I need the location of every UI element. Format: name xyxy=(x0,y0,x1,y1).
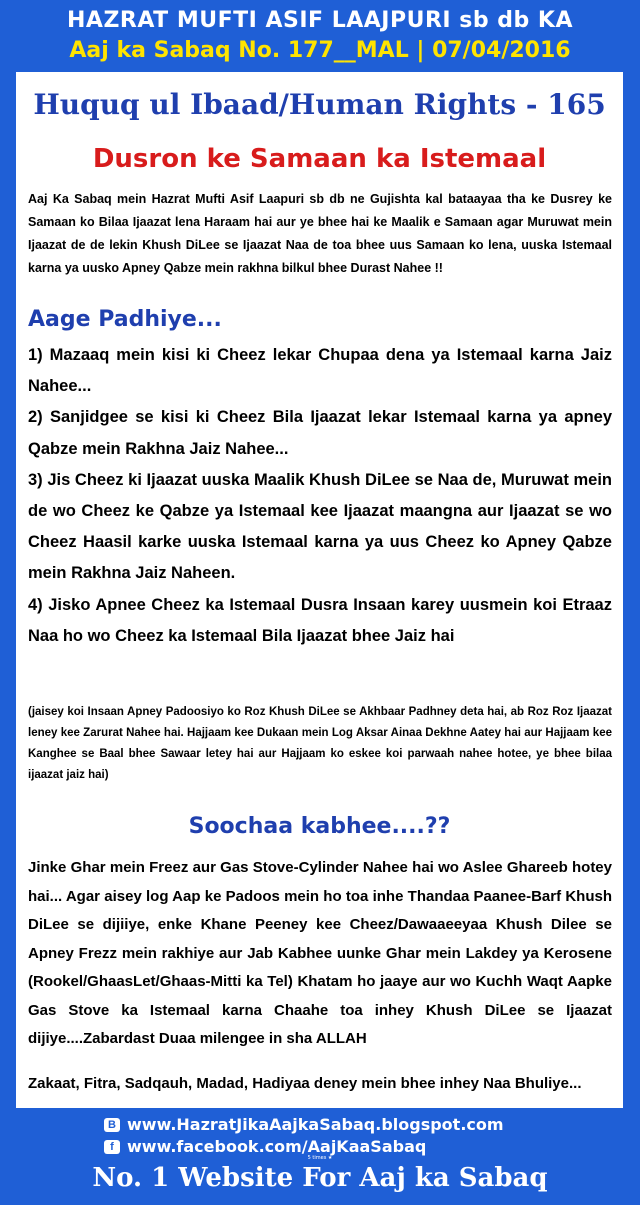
intro-paragraph: Aaj Ka Sabaq mein Hazrat Mufti Asif Laapuri sb db ne Gujishta kal bataayaa tha ke Dusrey ke Samaan ko Bilaa Ijaazat lena Haraam hai aur ye bhee hai ke Maalik e Samaan agar Muruwat mein Ijaazat de de lekin Khush DiLee se Ijaazat Naa de toa bhee uus Samaan ko lena, uuska Istemaal karna ya uusko Apney Qabze mein rakhna bilkul bhee Durast Nahee !! xyxy=(28,192,612,275)
facebook-icon: f xyxy=(104,1140,120,1154)
rules-list xyxy=(28,340,612,652)
section-heading-soochaa-kabhee: Soochaa kabhee....?? xyxy=(188,814,451,839)
blog-link[interactable] xyxy=(104,1115,504,1134)
blog-url[interactable]: www.HazratJikaAajkaSabaq.blogspot.com xyxy=(127,1115,504,1134)
zakaat-line: Zakaat, Fitra, Sadqauh, Madad, Hadiyaa deney mein bhee inhey Naa Bhuliye... xyxy=(28,1075,582,1092)
footer-brand: No. 1 Website For Aaj ka Sabaq xyxy=(92,1163,548,1193)
facebook-url[interactable]: www.facebook.com/AajKaaSabaq xyxy=(127,1137,427,1156)
section-heading-aage-padhiye: Aage Padhiye... xyxy=(28,307,222,332)
page-subtitle: Dusron ke Samaan ka Istemaal xyxy=(92,144,547,174)
page-title: Huquq ul Ibaad/Human Rights - 165 xyxy=(33,88,606,121)
content-panel xyxy=(16,72,623,1108)
header-line-2: Aaj ka Sabaq No. 177__MAL | 07/04/2016 xyxy=(69,38,571,63)
list-item: 3) Jis Cheez ki Ijaazat uuska Maalik Khush DiLee se Naa de, Muruwat mein de wo Cheez ke Qabze ya Istemaal kee Ijaazat maangna aur Ijaazat se wo Cheez Haasil karke uuska Istemaal karna ya uus Cheez ko Apney Qabze mein Rakhna Jaiz Naheen. xyxy=(28,470,612,583)
list-item: 1) Mazaaq mein kisi ki Cheez lekar Chupaa dena ya Istemaal karna Jaiz Nahee... xyxy=(28,346,612,396)
facebook-link[interactable] xyxy=(104,1137,426,1156)
example-note: (jaisey koi Insaan Apney Padoosiyo ko Roz Khush DiLee se Akhbaar Padhney deta hai, ab Roz Roz Ijaazat leney kee Zarurat Nahee hai. Hajjaam kee Dukaan mein Log Aksar Ainaa Dekhne Aatey hai aur Hajjaam kee Kanghee se Baal bhee Sawaar letey hai aur Hajjaam ko eskee koi parwaah nahee hotee, ye bhee bilaa ijaazat jaiz hai) xyxy=(28,706,612,781)
stars-badge: 5 times ★ xyxy=(307,1155,333,1161)
header-line-1: HAZRAT MUFTI ASIF LAAJPURI sb db KA xyxy=(67,8,573,33)
advice-paragraph: Jinke Ghar mein Freez aur Gas Stove-Cylinder Nahee hai wo Aslee Ghareeb hotey hai... Agar aisey log Aap ke Padoos mein ho toa inhe Thandaa Paanee-Barf Khush DiLee se dijiiye, enke Khane Peeney kee Cheez/Dawaaeeyaa Khush Dilee se Apney Frezz mein rakhiye aur Jab Kabhee uunke Ghar mein Lakdey ya Kerosene (Rookel/GhaasLet/Ghaas-Mitti ka Tel) Khatam ho jaaye aur wo Kuchh Waqt Aapke Gas Stove ka Istemaal karna Chaahe toa inhey Khush DiLee se Ijaazat dijiye....Zabardast Duaa milengee in sha ALLAH xyxy=(28,859,612,1047)
blogger-icon: B xyxy=(104,1118,120,1132)
list-item: 4) Jisko Apnee Cheez ka Istemaal Dusra Insaan karey uusmein koi Etraaz Naa ho wo Cheez ka Istemaal Bila Ijaazat bhee Jaiz hai xyxy=(28,595,612,645)
list-item: 2) Sanjidgee se kisi ki Cheez Bila Ijaazat lekar Istemaal karna ya apney Qabze mein Rakhna Jaiz Nahee... xyxy=(28,408,612,458)
